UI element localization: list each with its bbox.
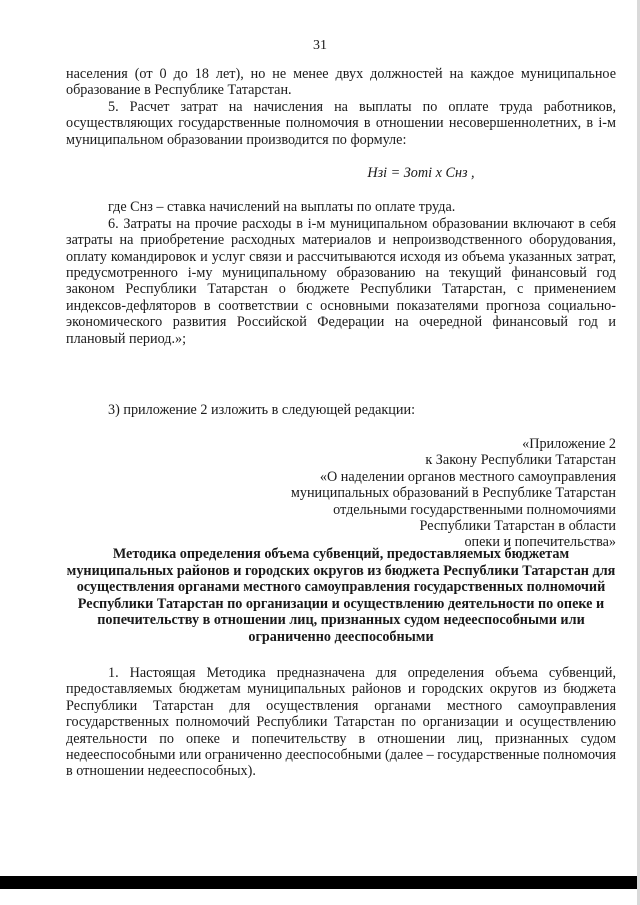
appendix-line: отдельными государственными полномочиями	[333, 501, 616, 518]
appendix-line: к Закону Республики Татарстан	[425, 452, 616, 469]
appendix-line: опеки и попечительства»	[464, 534, 616, 551]
text-block-method	[66, 665, 616, 780]
method-title: Методика определения объема субвенций, предоставляемых бюджетам муниципальных районов и городских округов из бюджета Республики Татарстан для осуществления органами местного самоуправления государственных полномочий Республики Татарстан по организации и осуществлению деятельности по опеке и попечительству в отношении лиц, признанных судом недееспособными или ограниченно дееспособными	[66, 546, 616, 645]
paragraph-continuation: населения (от 0 до 18 лет), но не менее двух должностей на каждое муниципальное образование в Республике Татарстан.	[66, 66, 616, 99]
paragraph-snz-definition: где Снз – ставка начислений на выплаты по оплате труда.	[108, 199, 456, 216]
paragraph-item-3: 3) приложение 2 изложить в следующей редакции:	[108, 402, 416, 418]
appendix-line: «О наделении органов местного самоуправления	[319, 468, 616, 485]
scan-bottom-bar	[0, 876, 640, 889]
appendix-line: «Приложение 2	[522, 436, 616, 452]
method-paragraph-1: 1. Настоящая Методика предназначена для определения объема субвенций, предоставляемых бюджетам муниципальных районов и городских округов из бюджета Республики Татарстан для осуществления органами местного самоуправления государственных полномочий Республики Татарстан по организации и осуществлению деятельности по опеке и попечительству в отношении лиц, признанных судом недееспособными или ограниченно дееспособными (далее – государственные полномочия в отношении недееспособных).	[66, 665, 616, 780]
text-block-item3	[66, 402, 616, 418]
appendix-header	[66, 436, 616, 551]
paragraph-item-5: 5. Расчет затрат на начисления на выплаты по оплате труда работников, осуществляющих государственные полномочия в отношении несовершеннолетних, в i-м муниципальном образовании производится по формуле:	[66, 98, 616, 148]
page-number: 31	[313, 38, 327, 53]
paragraph-item-6: 6. Затраты на прочие расходы в i-м муниципальном образовании включают в себя затраты на приобретение расходных материалов и непроизводственного оборудования, оплату командировок и услуг связи и рассчитываются исходя из объема указанных затрат, предусмотренного i-му муниципальному образованию на текущий финансовый год законом Республики Татарстан о бюджете Республики Татарстан, с применением индексов-дефляторов в соответствии с основными показателями прогноза социально-экономического развития Российской Федерации на очередной финансовый год и плановый период.»;	[66, 215, 616, 347]
formula: Нзi = Зотi х Снз ,	[367, 165, 475, 182]
appendix-line: Республики Татарстан в области	[419, 518, 616, 535]
appendix-line: муниципальных образований в Республике Татарстан	[290, 485, 616, 502]
text-block-top	[66, 66, 616, 347]
